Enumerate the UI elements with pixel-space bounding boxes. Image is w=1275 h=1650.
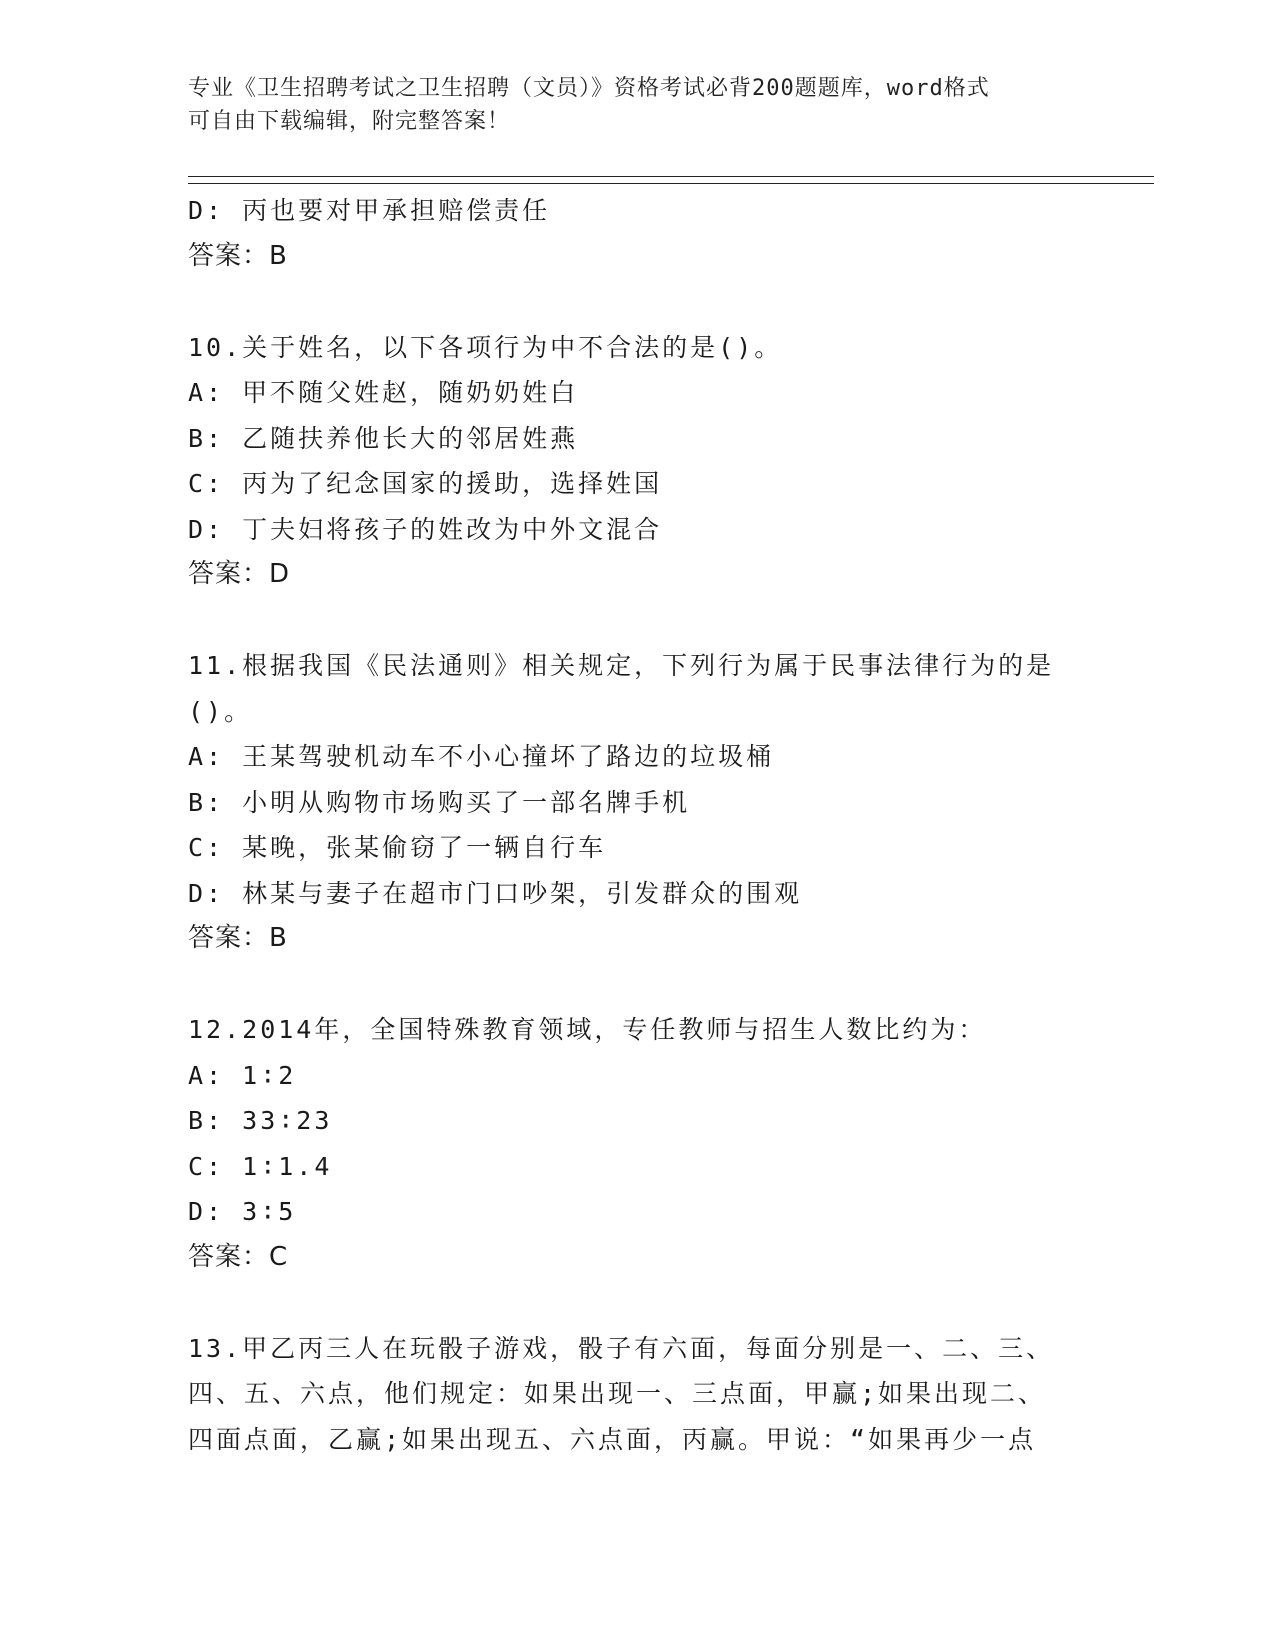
spacer xyxy=(188,279,1088,325)
header-double-rule xyxy=(188,176,1154,184)
question-13-stem-line-3: 四面点面，乙赢;如果出现五、六点面，丙赢。甲说：“如果再少一点 xyxy=(188,1424,1037,1454)
document-header xyxy=(188,72,1088,138)
question-12-option-c: C: 1∶1.4 xyxy=(188,1151,333,1181)
question-13-stem-line-2: 四、五、六点，他们规定：如果出现一、三点面，甲赢;如果出现二、 xyxy=(188,1379,1047,1408)
prev-option-d: D: 丙也要对甲承担赔偿责任 xyxy=(188,196,551,225)
spacer xyxy=(188,598,1088,644)
header-title-line-2: 可自由下载编辑，附完整答案！ xyxy=(188,109,511,134)
question-11-option-a: A: 王某驾驶机动车不小心撞坏了路边的垃圾桶 xyxy=(188,742,775,771)
question-11-option-c: C: 某晚，张某偷窃了一辆自行车 xyxy=(188,833,607,862)
question-10-answer: 答案：D xyxy=(188,559,291,589)
question-10-option-a: A: 甲不随父姓赵，随奶奶姓白 xyxy=(188,378,579,407)
question-11-option-d: D: 林某与妻子在超市门口吵架，引发群众的围观 xyxy=(188,878,803,908)
question-10-option-b: B: 乙随扶养他长大的邻居姓燕 xyxy=(188,423,579,453)
question-12-option-b: B: 33∶23 xyxy=(188,1106,333,1135)
prev-answer: 答案：B xyxy=(188,240,288,271)
spacer xyxy=(188,962,1088,1008)
question-10-option-d: D: 丁夫妇将孩子的姓改为中外文混合 xyxy=(188,514,663,544)
question-12-answer: 答案：C xyxy=(188,1241,289,1272)
question-12-stem: 12.2014年，全国特殊教育领域，专任教师与招生人数比约为： xyxy=(188,1015,987,1044)
question-11-stem-line-2: ()。 xyxy=(188,696,253,726)
question-10-option-c: C: 丙为了纪念国家的援助，选择姓国 xyxy=(188,469,663,498)
question-11-option-b: B: 小明从购物市场购买了一部名牌手机 xyxy=(188,787,691,817)
question-11-stem-line-1: 11.根据我国《民法通则》相关规定，下列行为属于民事法律行为的是 xyxy=(188,651,1055,680)
question-12-option-d: D: 3∶5 xyxy=(188,1197,297,1226)
question-content xyxy=(188,188,1088,1462)
question-11-answer: 答案：B xyxy=(188,923,288,953)
spacer xyxy=(188,1280,1088,1326)
question-10-stem: 10.关于姓名，以下各项行为中不合法的是()。 xyxy=(188,332,783,362)
question-13-stem-line-1: 13.甲乙丙三人在玩骰子游戏，骰子有六面，每面分别是一、二、三、 xyxy=(188,1333,1055,1363)
header-title-line-1: 专业《卫生招聘考试之卫生招聘（文员）》资格考试必背200题题库，word格式 xyxy=(188,76,990,101)
question-12-option-a: A: 1∶2 xyxy=(188,1060,297,1090)
